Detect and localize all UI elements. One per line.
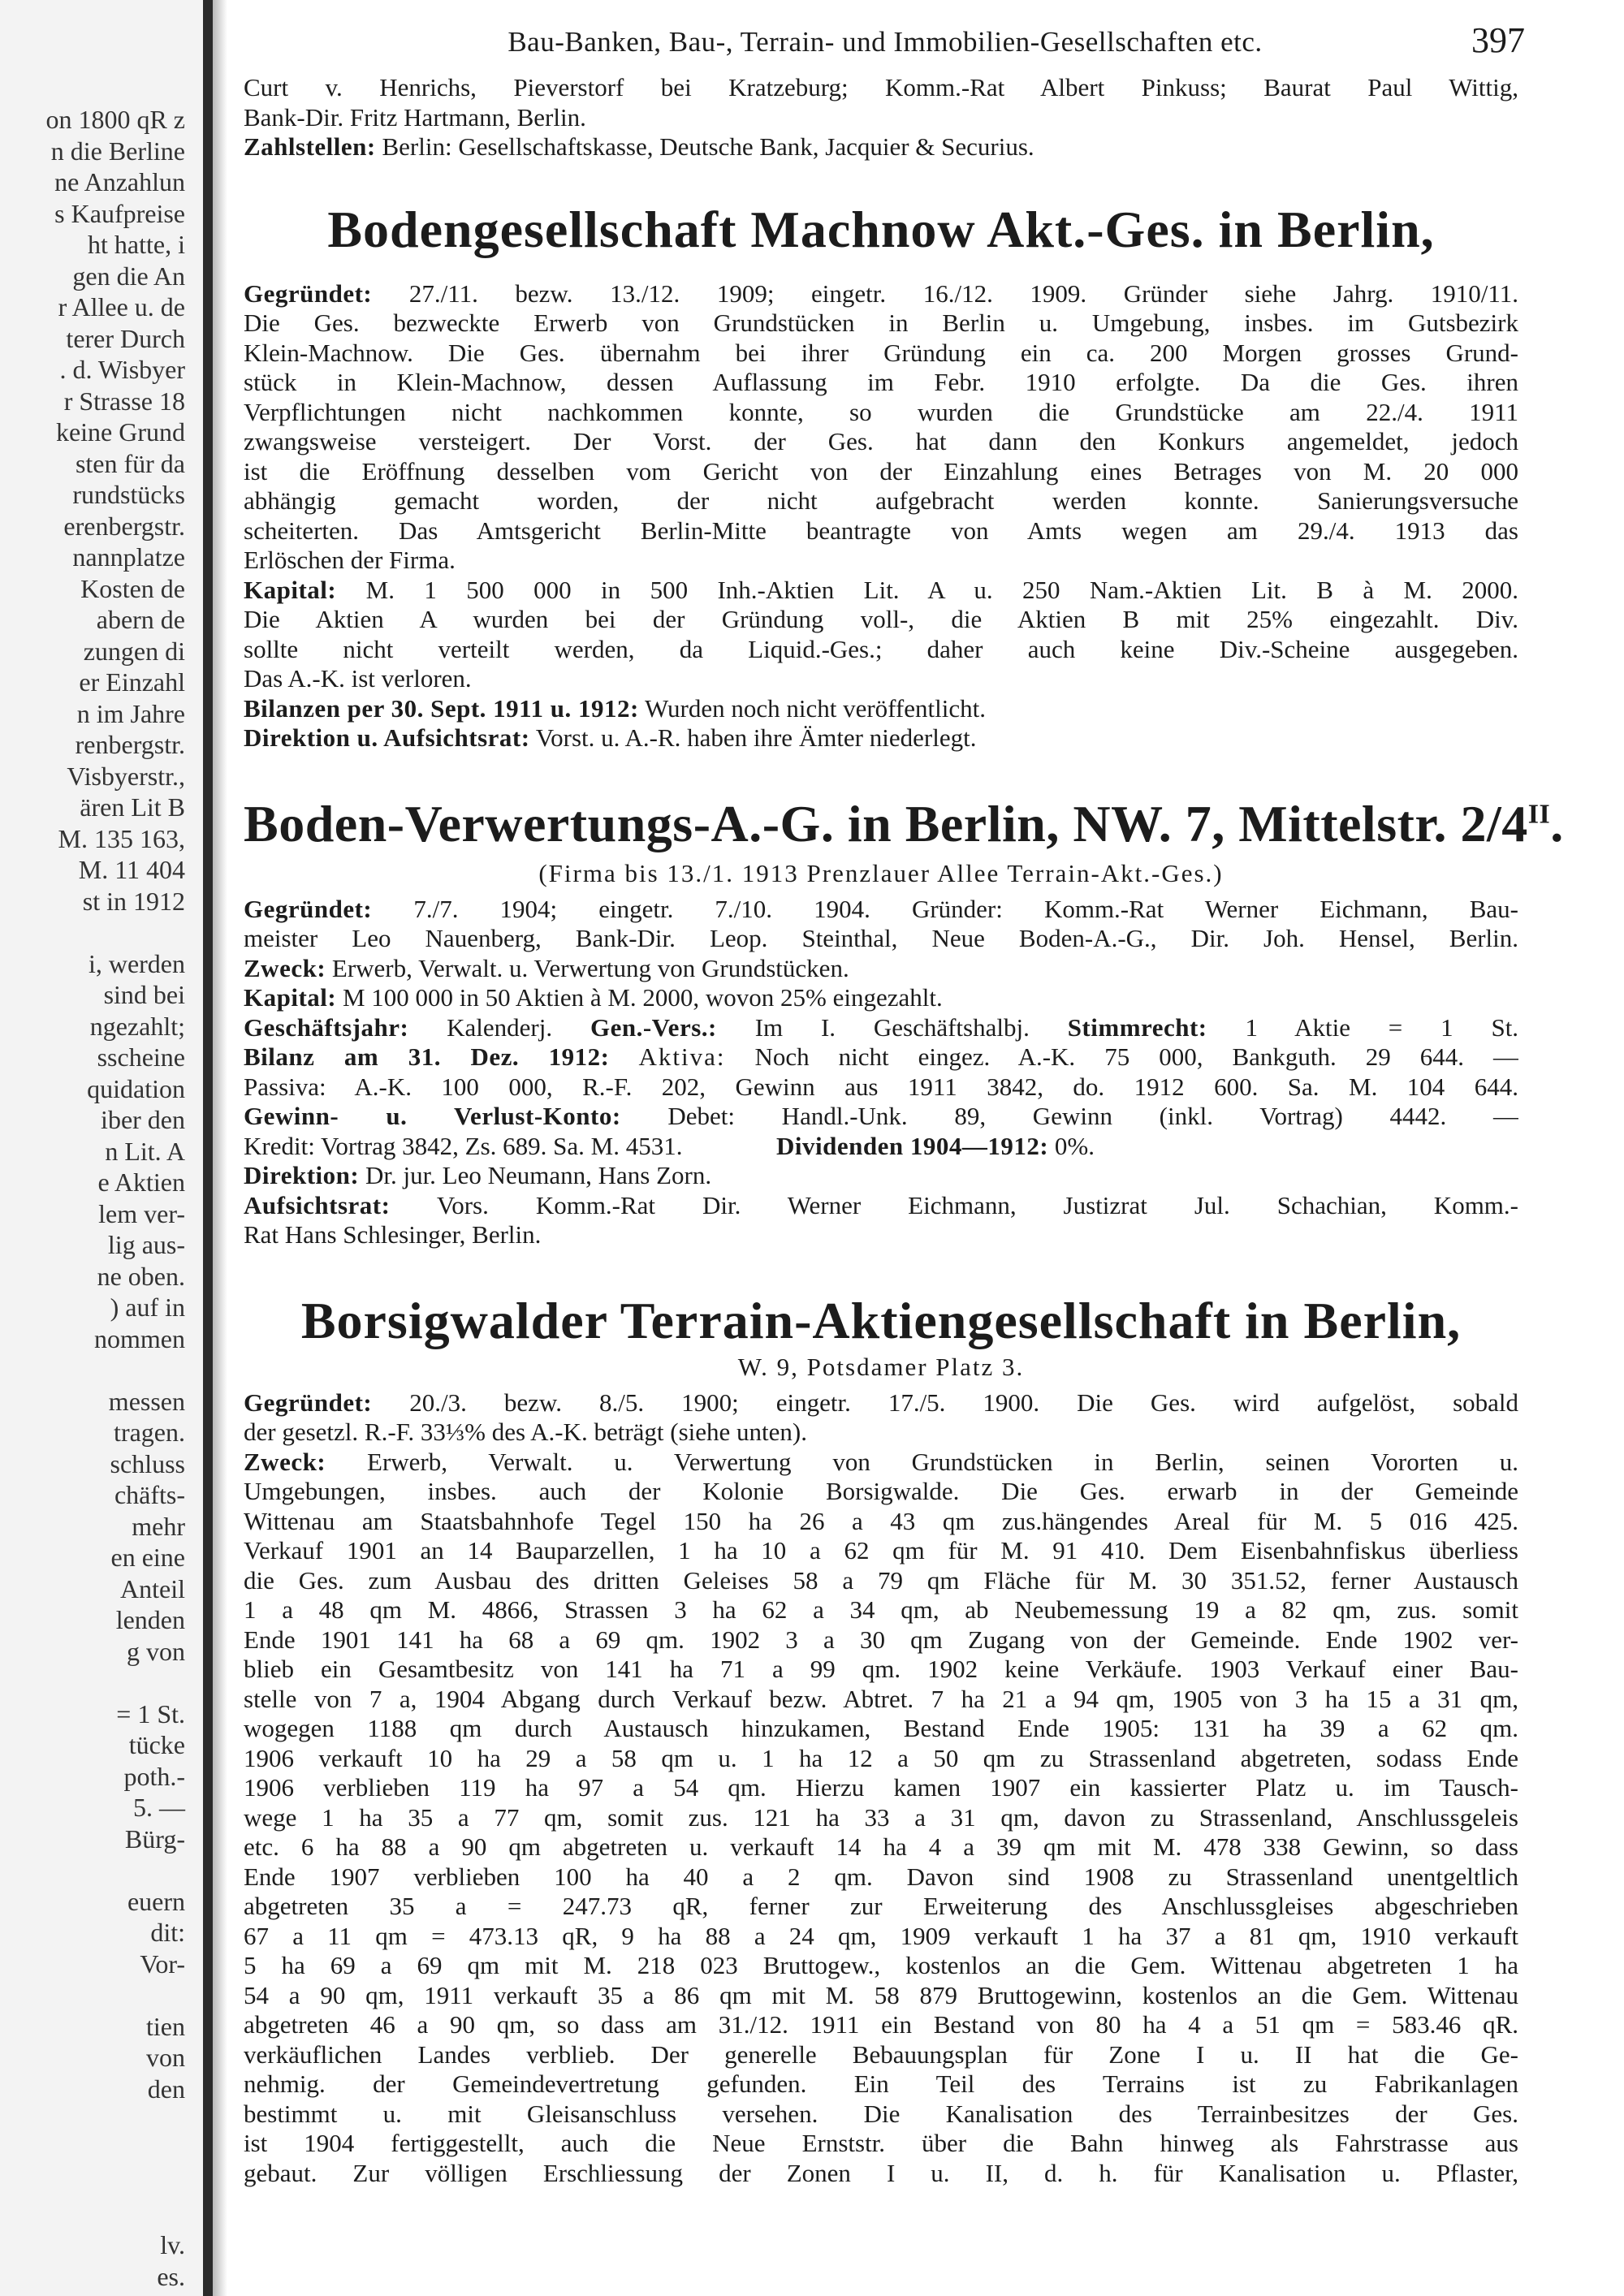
text-line: Ende 1907 verblieben 100 ha 40 a 2 qm. Davon sind 1908 zu Strassenland unentgeltlich <box>244 1862 1518 1891</box>
field-label: Direktion u. Aufsichtsrat: <box>244 723 530 752</box>
text-line: blieb ein Gesamtbesitz von 141 ha 71 a 99 qm. 1902 keine Verkäufe. 1903 Verkauf einer Bau- <box>244 1655 1518 1683</box>
direktion-line <box>244 1161 1518 1191</box>
geschaeftsjahr-line <box>244 1013 1518 1043</box>
left-page-text: ne oben. <box>97 1261 185 1291</box>
left-page-text: lem ver- <box>98 1198 185 1228</box>
left-page-text: poth.- <box>123 1761 185 1791</box>
field-label: Gegründet: <box>244 1388 373 1417</box>
field-value: 20./3. bezw. 8./5. 1900; eingetr. 17./5. 1900. Die Ges. wird aufgelöst, sobald <box>409 1388 1518 1417</box>
left-page-text: euern <box>127 1886 185 1916</box>
left-page-text: on 1800 qR z <box>45 105 185 134</box>
left-page-text: s Kaufpreise <box>54 198 185 228</box>
company-heading-machnow: Bodengesellschaft Machnow Akt.-Ges. in Berlin, <box>327 200 1435 258</box>
text-line: 1906 verkauft 10 ha 29 a 58 qm u. 1 ha 12 a 50 qm zu Strassenland abgetreten, sodass Ende <box>244 1743 1518 1772</box>
company-entry-machnow <box>244 279 1518 753</box>
bilanz-line <box>244 1042 1518 1072</box>
page <box>244 16 1564 2281</box>
field-value: Kredit: Vortrag 3842, Zs. 689. Sa. M. 4531. <box>244 1131 683 1160</box>
left-page-text: n im Jahre <box>76 698 185 728</box>
left-page-text: den <box>147 2074 185 2104</box>
kredit-line <box>244 1132 1518 1162</box>
left-page-text: Visbyerstr., <box>67 761 185 791</box>
left-page-text: ngezahlt; <box>89 1011 185 1041</box>
left-page-text: er Einzahl <box>79 667 185 697</box>
text-line: Umgebungen, insbes. auch der Kolonie Borsigwalde. Die Ges. erwarb in der Gemeinde <box>244 1477 1518 1505</box>
text-line: bestimmt u. mit Gleisanschluss versehen. Die Kanalisation des Terrainbesitzes der Ges. <box>244 2099 1518 2128</box>
left-page-text: tien <box>146 2011 185 2041</box>
text-line: Verpflichtungen nicht nachkommen konnte, so wurden die Grundstücke am 22./4. 1911 <box>244 397 1518 426</box>
history-paragraph <box>244 309 1518 576</box>
bilanzen-line <box>244 694 1518 724</box>
text-line: Rat Hans Schlesinger, Berlin. <box>244 1220 542 1249</box>
field-value: Wurden noch nicht veröffentlicht. <box>644 693 986 723</box>
left-page-text: . d. Wisbyer <box>59 355 185 384</box>
left-page-text: lenden <box>115 1605 185 1634</box>
left-page-text: mehr <box>132 1511 185 1541</box>
text-line: Verkauf 1901 an 14 Bauparzellen, 1 ha 10 a 62 qm für M. 91 410. Dem Eisenbahnfiskus überliess <box>244 1536 1518 1564</box>
heading-end: . <box>1550 794 1564 852</box>
text-line: 67 a 11 qm = 473.13 qR, 9 ha 88 a 24 qm, 1909 verkauft 1 ha 37 a 81 qm, 1910 verkauft <box>244 1921 1518 1950</box>
field-value: Vors. Komm.-Rat Dir. Werner Eichmann, Justizrat Jul. Schachian, Komm.- <box>436 1190 1518 1219</box>
zweck-paragraph <box>244 1477 1518 2188</box>
left-page-text: ht hatte, i <box>88 230 185 259</box>
left-page-text: nannplatze <box>72 542 185 572</box>
left-page-text: keine Grund <box>55 417 185 447</box>
left-page-text: Bürg- <box>124 1823 185 1854</box>
left-page-text: renbergstr. <box>75 730 185 759</box>
text-line: Die Ges. bezweckte Erwerb von Grundstücken in Berlin u. Umgebung, insbes. im Gutsbezirk <box>244 309 1518 337</box>
field-value: M 100 000 in 50 Aktien à M. 2000, wovon 25% eingezahlt. <box>342 983 943 1012</box>
text-line: 1 a 48 qm M. 4866, Strassen 3 ha 62 a 34 qm, ab Neubemessung 19 a 82 qm, zus. somit <box>244 1595 1518 1624</box>
left-page-text: M. 11 404 <box>78 855 185 884</box>
field-value: Noch nicht eingez. A.-K. 75 000, Bankguth. 29 644. — <box>754 1042 1518 1071</box>
heading-sup: II <box>1527 799 1551 830</box>
text-line: abgetreten 46 a 90 qm, so dass am 31./12. 1911 ein Bestand von 80 ha 4 a 51 qm = 583.46 qR. <box>244 2010 1518 2039</box>
left-page-text: Anteil <box>120 1573 185 1603</box>
text-line: Die Aktien A wurden bei der Gründung voll-, die Aktien B mit 25% eingezahlt. Div. <box>244 605 1518 633</box>
left-page-text: abern de <box>96 605 185 634</box>
field-value: Kalenderj. <box>447 1012 553 1042</box>
left-page-text: ) auf in <box>110 1293 185 1322</box>
text-line: Erlöschen der Firma. <box>244 546 456 574</box>
left-page-text: gen die An <box>72 261 185 291</box>
left-page-text: es. <box>157 2261 185 2291</box>
field-label: Stimmrecht: <box>1067 1012 1207 1042</box>
left-page-text: tragen. <box>114 1418 185 1447</box>
left-page-text: st in 1912 <box>82 886 185 916</box>
field-label: Zweck: <box>244 953 326 982</box>
kapital-line <box>244 983 1518 1013</box>
field-label: Dividenden 1904—1912: <box>775 1131 1049 1160</box>
field-label: Bilanzen per 30. Sept. 1911 u. 1912: <box>244 693 639 723</box>
zahlstellen-line <box>244 132 1518 162</box>
field-label: Kapital: <box>244 983 337 1012</box>
text-line: die Ges. zum Ausbau des dritten Geleises 58 a 79 qm Fläche für M. 30 351.52, ferner Austausch <box>244 1565 1518 1595</box>
text-line: ist 1904 fertiggestellt, auch die Neue Ernststr. über die Bahn hinweg als Fahrstrasse aus <box>244 2129 1518 2157</box>
left-page-text: r Allee u. de <box>58 292 185 322</box>
left-page-text: g von <box>127 1636 185 1666</box>
left-page-text: M. 135 163, <box>58 823 185 853</box>
running-head <box>244 16 1525 73</box>
company-entry-verwertung <box>244 895 1518 1250</box>
text-line: verkäuflichen Landes verblieb. Der generelle Bebauungsplan für Zone I u. II hat die Ge- <box>244 2039 1518 2069</box>
text-line: wogegen 1188 qm durch Austausch hinzukamen, Bestand Ende 1905: 131 ha 39 a 62 qm. <box>244 1714 1518 1742</box>
left-page-text: Kosten de <box>80 573 185 603</box>
field-value: 27./11. bezw. 13./12. 1909; eingetr. 16./12. 1909. Gründer siehe Jahrg. 1910/11. <box>408 278 1518 308</box>
left-page-text: r Strasse 18 <box>63 386 185 416</box>
field-value: Vorst. u. A.-R. haben ihre Ämter niederlegt. <box>535 723 977 752</box>
left-page-text: sscheine <box>97 1042 185 1072</box>
field-value: Berlin: Gesellschaftskasse, Deutsche Bank, Jacquier & Securius. <box>382 132 1034 161</box>
field-value: 7./7. 1904; eingetr. 7./10. 1904. Gründer: Komm.-Rat Werner Eichmann, Bau- <box>413 894 1518 923</box>
left-page-text: zungen di <box>83 636 185 666</box>
text-line: etc. 6 ha 88 a 90 qm abgetreten u. verkauft 14 ha 4 a 39 qm mit M. 478 338 Gewinn, so dass <box>244 1832 1518 1861</box>
field-label: Bilanz am 31. Dez. 1912: <box>244 1042 610 1071</box>
company-heading-borsigwalde: Borsigwalder Terrain-Aktiengesellschaft in Berlin, <box>300 1291 1462 1349</box>
text-line: scheiterten. Das Amtsgericht Berlin-Mitte beantragte von Amts wegen am 29./4. 1913 das <box>244 516 1518 545</box>
direktion-line <box>244 723 1518 753</box>
text-line: nehmig. der Gemeindevertretung gefunden. Ein Teil des Terrains ist zu Fabrikanlagen <box>244 2069 1518 2098</box>
field-label: Geschäftsjahr: <box>244 1012 409 1042</box>
left-page-text: ären Lit B <box>80 792 185 822</box>
field-label: Kapital: <box>244 575 337 604</box>
field-value: 1 Aktie = 1 St. <box>1245 1012 1518 1042</box>
left-page-text: sind bei <box>103 980 185 1009</box>
guv-line <box>244 1102 1518 1132</box>
text-line: ist die Eröffnung desselben vom Gericht von der Einzahlung eines Betrages von M. 20 000 <box>244 456 1518 486</box>
book-gutter <box>213 0 227 2296</box>
left-page-text: terer Durch <box>66 323 185 353</box>
left-page-text: rundstücks <box>72 480 185 509</box>
left-page-text: iber den <box>101 1105 185 1134</box>
text-line: 5 ha 69 a 69 qm mit M. 218 023 Bruttogew., kostenlos an die Gem. Wittenau abgetreten 1 ha <box>244 1951 1518 1979</box>
field-value: Debet: Handl.-Unk. 89, Gewinn (inkl. Vortrag) 4442. — <box>667 1102 1518 1130</box>
left-page-text: Vor- <box>140 1949 185 1979</box>
field-label: Zahlstellen: <box>244 132 376 161</box>
left-page-text: = 1 St. <box>116 1698 185 1728</box>
left-page-text: chäfts- <box>114 1480 185 1509</box>
left-page-text: lig aus- <box>107 1230 185 1259</box>
text-line: 1906 verblieben 119 ha 97 a 54 qm. Hierzu kamen 1907 ein kassierter Platz u. im Tausch- <box>244 1773 1518 1802</box>
text-line: Curt v. Henrichs, Pieverstorf bei Kratzeburg; Komm.-Rat Albert Pinkuss; Baurat Paul Wittig, <box>244 73 1518 101</box>
text-line: stelle von 7 a, 1904 Abgang durch Verkauf bezw. Abtret. 7 ha 21 a 94 qm, 1905 von 3 ha 15 a 31 qm, <box>244 1684 1518 1713</box>
kapital-line <box>244 576 1518 606</box>
text-line: stück in Klein-Machnow, dessen Auflassung im Febr. 1910 erfolgte. Da die Ges. ihren <box>244 368 1518 396</box>
running-head-title: Bau-Banken, Bau-, Terrain- und Immobilien-Gesellschaften etc. <box>508 26 1263 58</box>
text-line: 54 a 90 qm, 1911 verkauft 35 a 86 qm mit M. 58 879 Bruttogewinn, kostenlos an die Gem. Wittenau <box>244 1980 1518 2009</box>
field-label: Direktion: <box>244 1161 360 1189</box>
field-sublabel: Aktiva: <box>638 1042 726 1071</box>
left-page-text: e Aktien <box>97 1167 185 1197</box>
text-line: sollte nicht verteilt werden, da Liquid.-Ges.; daher auch keine Div.-Scheine ausgegeben. <box>244 634 1518 663</box>
text-line: abgetreten 35 a = 247.73 qR, ferner zur Erweiterung des Anschlussgleises abgeschrieben <box>244 1892 1518 1920</box>
left-page-text: n Lit. A <box>105 1136 185 1166</box>
field-value: Dr. jur. Leo Neumann, Hans Zorn. <box>365 1161 712 1189</box>
field-label: Gegründet: <box>244 894 373 923</box>
text-line: Das A.-K. ist verloren. <box>244 664 472 693</box>
field-label: Aufsichtsrat: <box>244 1190 391 1219</box>
left-page-text: dit: <box>150 1918 185 1947</box>
aufsichtsrat-line <box>244 1191 1518 1221</box>
left-page-text: sten für da <box>75 448 185 478</box>
left-page-text: i, werden <box>88 948 185 978</box>
field-label: Gewinn- u. Verlust-Konto: <box>244 1102 621 1130</box>
text-line: Wittenau am Staatsbahnhofe Tegel 150 ha 26 a 43 qm zus.hängendes Areal für M. 5 016 425. <box>244 1506 1518 1535</box>
gegruendet-line <box>244 279 1518 309</box>
text-line: wege 1 ha 35 a 77 qm, somit zus. 121 ha 33 a 31 qm, davon zu Strassenland, Anschlussgeleis <box>244 1802 1518 1832</box>
company-address-borsigwalde: W. 9, Potsdamer Platz 3. <box>737 1352 1025 1381</box>
page-number: 397 <box>1471 20 1525 60</box>
company-subtitle-verwertung: (Firma bis 13./1. 1913 Prenzlauer Allee Terrain-Akt.-Ges.) <box>538 858 1224 887</box>
left-page-text: tücke <box>128 1730 185 1759</box>
left-page-text: lv. <box>160 2230 185 2259</box>
field-value: Erwerb, Verwalt. u. Verwertung von Grundstücken. <box>331 953 849 982</box>
text-line: abhängig gemacht worden, der nicht aufgebracht werden konnte. Sanierungsversuche <box>244 486 1518 515</box>
field-value: Im I. Geschäftshalbj. <box>754 1012 1030 1042</box>
text-line: Bank-Dir. Fritz Hartmann, Berlin. <box>244 102 586 132</box>
gegruendet-line <box>244 895 1518 925</box>
company-heading-verwertung <box>244 794 1564 854</box>
company-entry-borsigwalde <box>244 1388 1518 2189</box>
left-page-text: von <box>146 2043 185 2072</box>
zweck-line <box>244 954 1518 984</box>
text-line: meister Leo Nauenberg, Bank-Dir. Leop. Steinthal, Neue Boden-A.-G., Dir. Joh. Hensel, Berlin. <box>244 924 1518 952</box>
left-page-text: schluss <box>110 1448 185 1478</box>
field-label: Gen.-Vers.: <box>590 1012 717 1042</box>
left-page-text: 5. — <box>133 1793 185 1822</box>
left-page-text: ne Anzahlun <box>54 167 185 196</box>
left-page-text: messen <box>108 1386 185 1416</box>
text-line: Klein-Machnow. Die Ges. übernahm bei ihrer Gründung ein ca. 200 Morgen grosses Grund- <box>244 338 1518 367</box>
left-page-text: n die Berline <box>50 136 185 166</box>
left-page-text: erenbergstr. <box>63 511 185 541</box>
text-line: Ende 1901 141 ha 68 a 69 qm. 1902 3 a 30 qm Zugang von der Gemeinde. Ende 1902 ver- <box>244 1625 1518 1654</box>
heading-text: Boden-Verwertungs-A.-G. in Berlin, NW. 7, Mittelstr. 2/4 <box>244 794 1528 852</box>
field-label: Zweck: <box>244 1447 326 1476</box>
left-page-fragment <box>0 0 214 2296</box>
text-line: gebaut. Zur völligen Erschliessung der Zonen I u. II, d. h. für Kanalisation u. Pflaster, <box>244 2158 1518 2187</box>
left-page-text: en eine <box>110 1543 185 1572</box>
text-line: zwangsweise versteigert. Der Vorst. der Ges. hat dann den Konkurs angemeldet, jedoch <box>244 427 1518 455</box>
field-value: 0%. <box>1054 1131 1095 1160</box>
field-value: Erwerb, Verwalt. u. Verwertung von Grundstücken in Berlin, seinen Vororten u. <box>367 1447 1518 1476</box>
text-line: der gesetzl. R.-F. 33⅓% des A.-K. beträgt (siehe unten). <box>244 1418 807 1446</box>
text-line: Passiva: A.-K. 100 000, R.-F. 202, Gewinn aus 1911 3842, do. 1912 600. Sa. M. 104 644. <box>244 1072 1518 1101</box>
field-label: Gegründet: <box>244 278 373 308</box>
previous-entry-continuation <box>244 73 1518 162</box>
left-page-text: quidation <box>87 1073 185 1103</box>
left-page-text: nommen <box>94 1323 185 1353</box>
gegruendet-line <box>244 1388 1518 1418</box>
zweck-line <box>244 1448 1518 1478</box>
field-value: M. 1 500 000 in 500 Inh.-Aktien Lit. A u. 250 Nam.-Aktien Lit. B à M. 2000. <box>365 575 1518 604</box>
